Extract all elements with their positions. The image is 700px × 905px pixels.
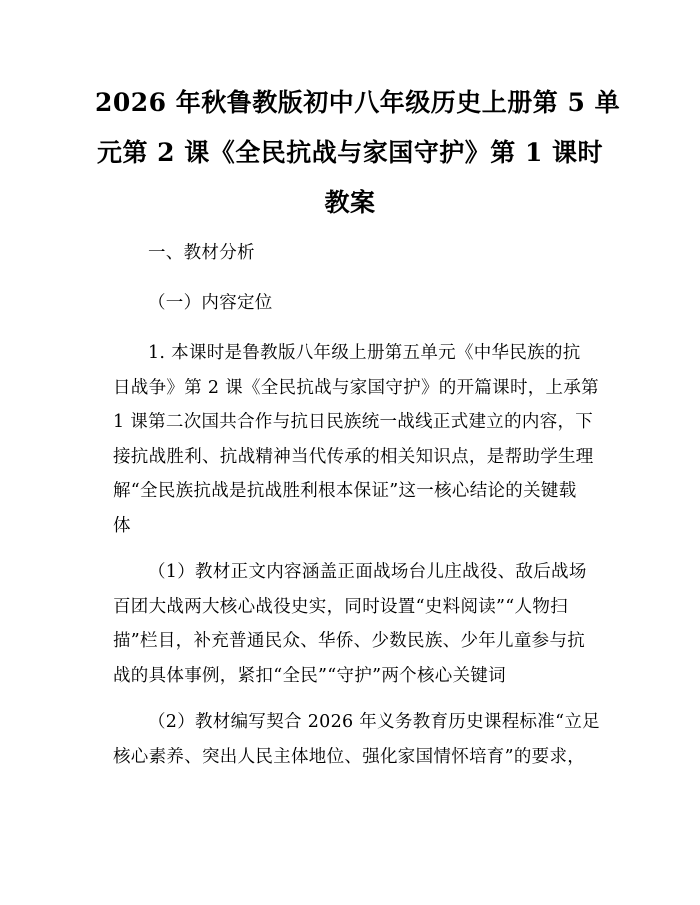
paragraph-2 (113, 555, 597, 693)
paragraph-line: 描”栏目，补充普通民众、华侨、少数民族、少年儿童参与抗 (113, 631, 586, 651)
subsection-heading (113, 286, 597, 321)
title-line-3: 教案 (324, 188, 376, 217)
paragraph-1 (113, 336, 597, 543)
paragraph-line: 战的具体事例，紧扣“全民”“守护”两个核心关键词 (113, 665, 506, 686)
title-line-2: 元第 2 课《全民抗战与家国守护》第 1 课时 (96, 138, 604, 167)
paragraph-line: 体 (113, 515, 131, 536)
subsection-heading-text: （一）内容定位 (148, 293, 273, 313)
title-line-1: 2026 年秋鲁教版初中八年级历史上册第 5 单 (95, 88, 621, 117)
paragraph-line: 日战争》第 2 课《全民抗战与家国守护》的开篇课时，上承第 (113, 377, 599, 398)
paragraph-line: 1 课第二次国共合作与抗日民族统一战线正式建立的内容，下 (113, 412, 594, 432)
paragraph-line: （2）教材编写契合 2026 年义务教育历史课程标准“立足 (148, 712, 600, 732)
paragraph-line: 核心素养、突出人民主体地位、强化家国情怀培育”的要求， (113, 746, 586, 767)
paragraph-line: （1）教材正文内容涵盖正面战场台儿庄战役、敌后战场 (148, 562, 587, 582)
paragraph-line: 接抗战胜利、抗战精神当代传承的相关知识点，是帮助学生理 (113, 446, 594, 467)
document-title (95, 78, 621, 228)
section-heading-text: 一、教材分析 (148, 243, 255, 263)
paragraph-line: 百团大战两大核心战役史实，同时设置“史料阅读”“人物扫 (113, 596, 568, 617)
paragraph-line: 解“全民族抗战是抗战胜利根本保证”这一核心结论的关键载 (113, 481, 577, 501)
section-heading (113, 236, 597, 271)
paragraph-line: 1. 本课时是鲁教版八年级上册第五单元《中华民族的抗 (148, 343, 581, 363)
paragraph-3 (113, 705, 600, 774)
